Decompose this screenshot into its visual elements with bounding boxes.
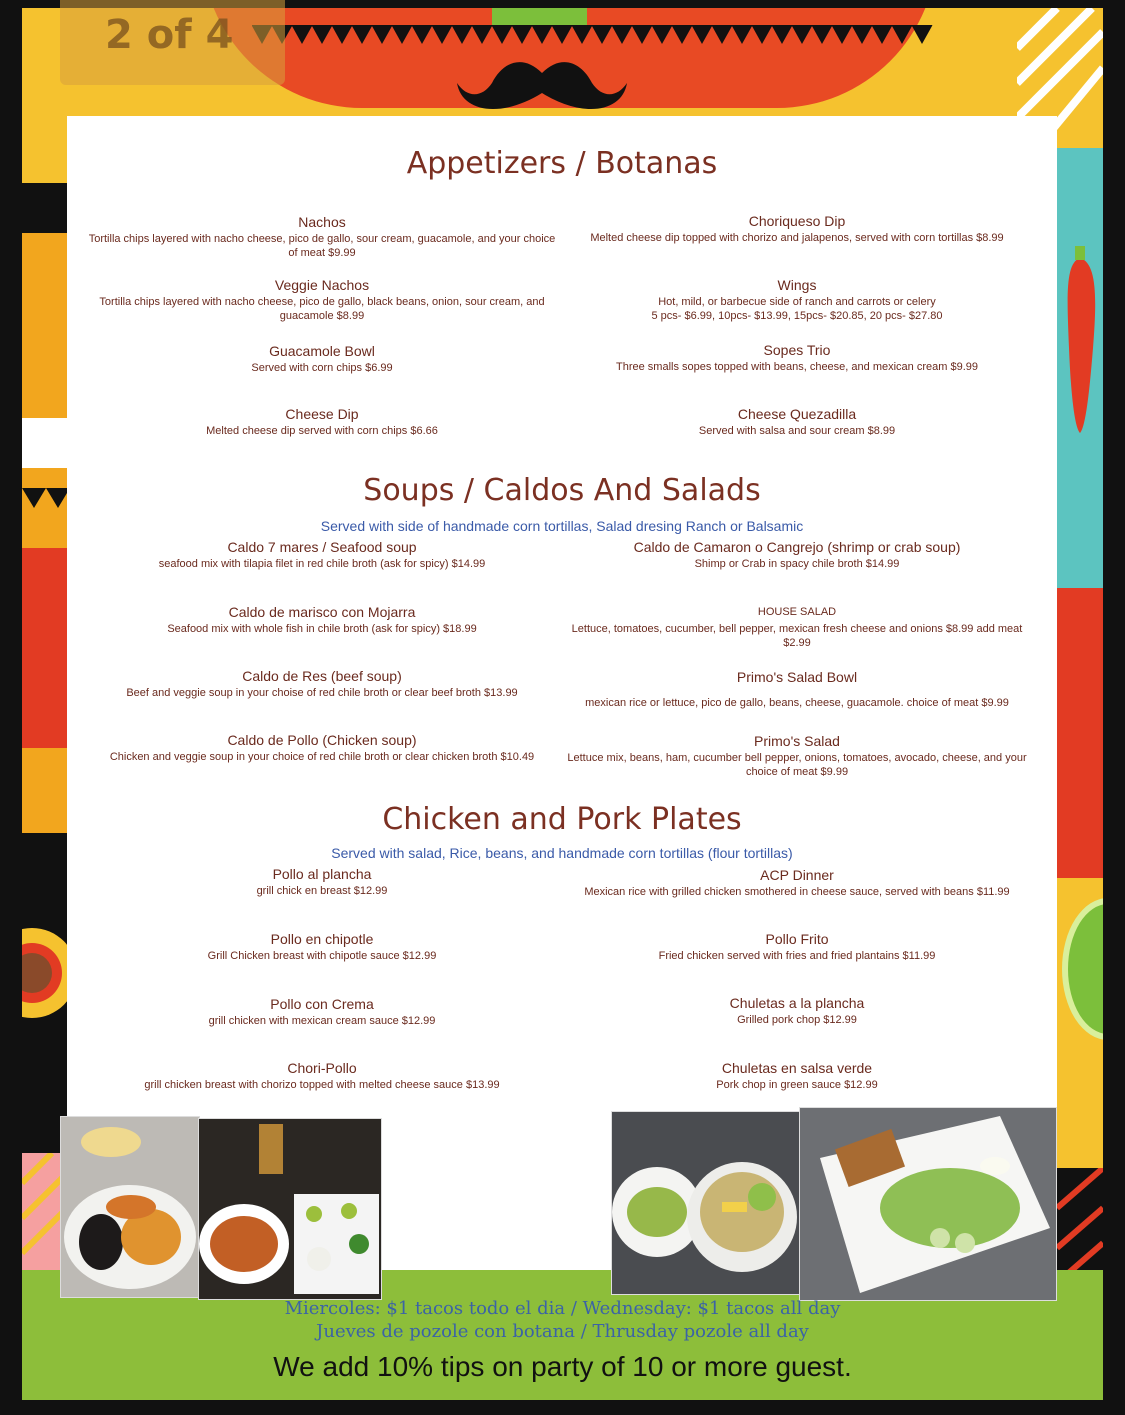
mustache-icon <box>452 53 632 118</box>
left-red-panel <box>22 548 67 748</box>
item-name: Pollo al plancha <box>272 866 372 882</box>
item-desc: Melted cheese dip served with corn chips $6.66 <box>206 425 438 437</box>
menu-item <box>87 539 557 571</box>
item-name: Chuletas en salsa verde <box>721 1060 873 1076</box>
menu-item <box>87 277 557 323</box>
section-title-plates: Chicken and Pork Plates <box>382 802 742 837</box>
item-name: Chori-Pollo <box>287 1060 357 1076</box>
item-desc: Tortilla chips layered with nacho cheese, pico de gallo, black beans, onion, sour cream, and guacamole $8.99 <box>99 296 545 322</box>
item-desc: grill chicken breast with chorizo topped with melted cheese sauce $13.99 <box>144 1079 500 1091</box>
item-name: Sopes Trio <box>763 342 831 358</box>
section-title-appetizers: Appetizers / Botanas <box>406 146 718 181</box>
item-desc: Pork chop in green sauce $12.99 <box>716 1079 878 1091</box>
item-desc: Seafood mix with whole fish in chile broth (ask for spicy) $18.99 <box>167 623 477 635</box>
menu-item <box>87 996 557 1028</box>
menu-item <box>87 931 557 963</box>
item-desc: Grill Chicken breast with chipotle sauce $12.99 <box>207 950 437 962</box>
promo-thursday: Jueves de pozole con botana / Thrusday pozole all day <box>316 1321 809 1342</box>
item-desc: Shimp or Crab in spacy chile broth $14.99 <box>694 558 900 570</box>
item-name: Caldo 7 mares / Seafood soup <box>227 539 417 555</box>
menu-item <box>562 867 1032 899</box>
food-photo-soup <box>198 1118 382 1300</box>
item-desc: Hot, mild, or barbecue side of ranch and carrots or celery 5 pcs- $6.99, 10pcs- $13.99, 15pcs- $20.85, 20 pcs- $27.80 <box>651 296 943 322</box>
item-desc: Three smalls sopes topped with beans, cheese, and mexican cream $9.99 <box>616 361 978 373</box>
left-orange-panel <box>22 233 67 418</box>
item-desc: seafood mix with tilapia filet in red chile broth (ask for spicy) $14.99 <box>158 558 486 570</box>
food-photo-salad <box>799 1107 1057 1301</box>
item-name: Nachos <box>298 214 346 230</box>
menu-item <box>562 604 1032 650</box>
green-stripe <box>492 8 587 26</box>
menu-item <box>562 342 1032 374</box>
menu-item <box>87 214 557 260</box>
item-desc: grill chicken with mexican cream sauce $12.99 <box>208 1015 436 1027</box>
item-name: Pollo con Crema <box>270 996 374 1012</box>
item-name: Pollo en chipotle <box>270 931 374 947</box>
item-desc: Served with corn chips $6.99 <box>251 362 393 374</box>
item-desc: Melted cheese dip topped with chorizo and jalapenos, served with corn tortillas $8.99 <box>590 232 1004 244</box>
page-indicator-badge <box>60 0 285 85</box>
menu-item <box>562 213 1032 245</box>
tips-notice: We add 10% tips on party of 10 or more guest. <box>273 1351 852 1382</box>
menu-item <box>562 995 1032 1027</box>
menu-item <box>562 931 1032 963</box>
zigzag-pattern <box>252 25 942 47</box>
item-name: ACP Dinner <box>760 867 834 883</box>
promo-wednesday: Miercoles: $1 tacos todo el dia / Wednesday: $1 tacos all day <box>284 1298 841 1319</box>
menu-item <box>87 604 557 636</box>
item-name: Caldo de Res (beef soup) <box>242 668 402 684</box>
item-desc: Lettuce, tomatoes, cucumber, bell pepper, mexican fresh cheese and onions $8.99 add meat $2.99 <box>571 623 1023 649</box>
item-name: Choriqueso Dip <box>748 213 846 229</box>
item-desc: Mexican rice with grilled chicken smothered in cheese sauce, served with beans $11.99 <box>584 886 1010 898</box>
item-name: Wings <box>777 277 817 293</box>
menu-item <box>87 866 557 898</box>
item-desc: Tortilla chips layered with nacho cheese, pico de gallo, sour cream, guacamole, and your choice of meat $9.99 <box>88 233 556 259</box>
item-name: Primo's Salad Bowl <box>736 669 858 685</box>
food-photo-caldo <box>611 1111 801 1295</box>
item-desc: Served with salsa and sour cream $8.99 <box>698 425 896 437</box>
item-desc: Chicken and veggie soup in your choice of red chile broth or clear chicken broth $10.49 <box>109 751 535 763</box>
item-name: Cheese Quezadilla <box>737 406 857 422</box>
item-name: Chuletas a la plancha <box>729 995 865 1011</box>
left-white-band <box>22 418 67 468</box>
chili-pepper-icon <box>1057 238 1103 438</box>
item-name: Guacamole Bowl <box>269 343 375 359</box>
menu-item <box>562 1060 1032 1092</box>
item-desc: Fried chicken served with fries and fried plantains $11.99 <box>658 950 936 962</box>
menu-item <box>87 668 557 700</box>
menu-item <box>87 343 557 375</box>
menu-item <box>562 669 1032 710</box>
menu-item <box>562 733 1032 779</box>
left-orange-panel-2 <box>22 748 67 833</box>
left-triangle-panel <box>22 468 67 548</box>
item-name: Caldo de Pollo (Chicken soup) <box>227 732 417 748</box>
item-name: Veggie Nachos <box>274 277 370 293</box>
item-name: Cheese Dip <box>285 406 359 422</box>
menu-item <box>87 1060 557 1092</box>
item-desc: Grilled pork chop $12.99 <box>737 1014 857 1026</box>
menu-item <box>562 406 1032 438</box>
page-indicator: 2 of 4 <box>105 12 234 58</box>
item-desc: Beef and veggie soup in your choise of red chile broth or clear beef broth $13.99 <box>126 687 518 699</box>
menu-page <box>22 8 1103 1400</box>
menu-item <box>562 539 1032 571</box>
item-name: Primo's Salad <box>754 733 840 749</box>
item-name: HOUSE SALAD <box>757 606 837 618</box>
menu-item <box>87 406 557 438</box>
item-desc: Lettuce mix, beans, ham, cucumber bell pepper, onions, tomatoes, avocado, cheese, and your choice of meat $9.99 <box>567 752 1027 778</box>
menu-item <box>87 732 557 764</box>
food-photo-shrimp <box>60 1116 200 1298</box>
section-subtitle-plates: Served with salad, Rice, beans, and handmade corn tortillas (flour tortillas) <box>331 845 793 861</box>
right-red-panel <box>1057 588 1103 878</box>
left-yellow-panel <box>22 118 67 183</box>
item-desc: mexican rice or lettuce, pico de gallo, beans, cheese, guacamole. choice of meat $9.99 <box>585 697 1009 709</box>
item-name: Caldo de marisco con Mojarra <box>228 604 416 620</box>
right-black-panel <box>1057 1168 1103 1278</box>
item-desc: grill chick en breast $12.99 <box>256 885 388 897</box>
menu-item <box>562 277 1032 323</box>
left-black-band <box>22 183 67 233</box>
right-lime-panel <box>1057 878 1103 1168</box>
section-title-soups: Soups / Caldos And Salads <box>363 473 761 508</box>
left-sun-panel <box>22 833 67 1153</box>
item-name: Pollo Frito <box>765 931 829 947</box>
item-name: Caldo de Camaron o Cangrejo (shrimp or crab soup) <box>633 539 961 555</box>
section-subtitle-soups: Served with side of handmade corn tortillas, Salad dresing Ranch or Balsamic <box>320 518 804 534</box>
